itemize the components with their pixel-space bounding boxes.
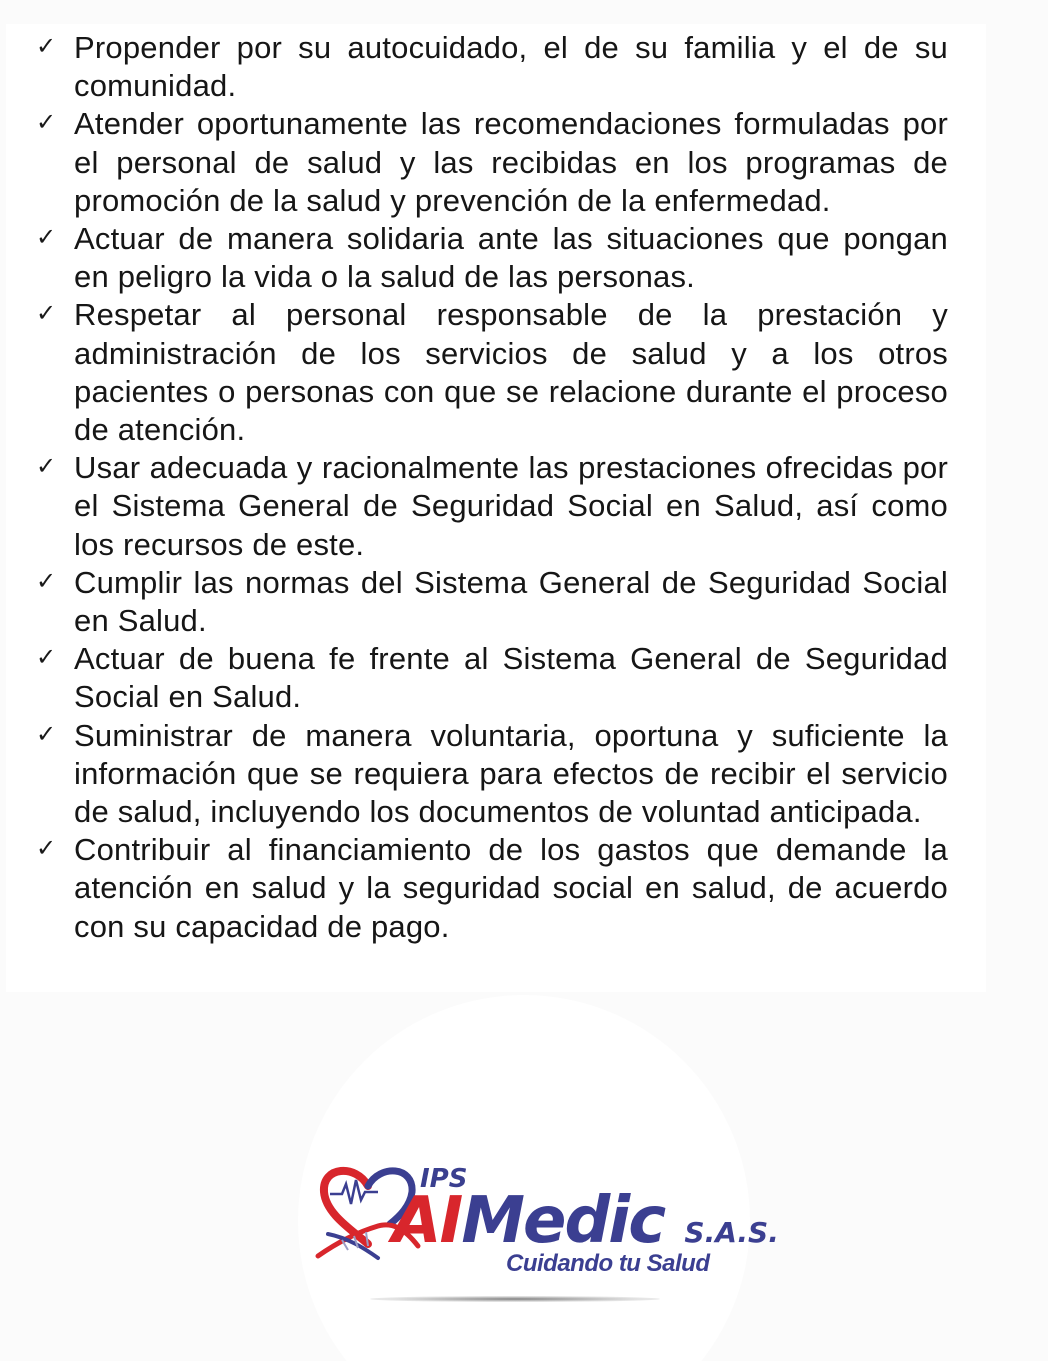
logo-shadow xyxy=(370,1296,660,1302)
checkmark-icon: ✓ xyxy=(36,643,57,672)
checkmark-icon: ✓ xyxy=(36,299,57,328)
list-item xyxy=(6,296,986,449)
checkmark-icon: ✓ xyxy=(36,32,57,60)
list-item xyxy=(6,717,986,832)
duty-text: Suministrar de manera voluntaria, oportuna y suficiente la información que se requiera para efectos de recibir el servicio de salud, incluyendo los documentos de voluntad anticipada. xyxy=(74,717,948,830)
list-item xyxy=(6,564,986,640)
list-item xyxy=(6,29,986,105)
checkmark-icon: ✓ xyxy=(36,108,57,137)
duty-text: Propender por su autocuidado, el de su familia y el de su comunidad. xyxy=(74,30,948,104)
logo-name-red: AI xyxy=(392,1184,462,1258)
duty-text: Atender oportunamente las recomendaciones formuladas por el personal de salud y las recibidas en los programas de promoción de la salud y prevención de la enfermedad. xyxy=(74,106,948,218)
checkmark-icon: ✓ xyxy=(36,452,57,481)
duty-text: Usar adecuada y racionalmente las prestaciones ofrecidas por el Sistema General de Seguridad Social en Salud, así como los recursos de este. xyxy=(74,450,948,562)
list-item xyxy=(6,449,986,564)
checkmark-icon: ✓ xyxy=(36,834,57,863)
checkmark-icon: ✓ xyxy=(36,223,57,252)
logo-slogan: Cuidando tu Salud xyxy=(506,1250,710,1277)
duty-text: Contribuir al financiamiento de los gastos que demande la atención en salud y la seguridad social en salud, de acuerdo con su capacidad de pago. xyxy=(74,832,948,944)
logo-prefix: IPS xyxy=(420,1164,468,1194)
checkmark-icon: ✓ xyxy=(36,566,57,595)
duty-text: Cumplir las normas del Sistema General de Seguridad Social en Salud. xyxy=(74,564,948,639)
list-item xyxy=(6,220,986,296)
logo-wordmark xyxy=(392,1184,779,1258)
duty-text: Respetar al personal responsable de la prestación y administración de los servicios de salud y a los otros pacientes o personas con que se relacione durante el proceso de atención. xyxy=(74,297,948,448)
duties-panel xyxy=(6,24,986,992)
duties-list xyxy=(6,24,986,944)
brand-logo xyxy=(300,1150,779,1320)
duty-text: Actuar de manera solidaria ante las situaciones que pongan en peligro la vida o la salud de las personas. xyxy=(74,221,948,295)
checkmark-icon: ✓ xyxy=(36,719,57,748)
list-item xyxy=(6,640,986,716)
list-item xyxy=(6,831,986,946)
logo-name-blue: Medic xyxy=(461,1184,665,1258)
duty-text: Actuar de buena fe frente al Sistema General de Seguridad Social en Salud. xyxy=(74,641,948,715)
list-item xyxy=(6,105,986,220)
logo-suffix: S.A.S. xyxy=(684,1216,779,1249)
